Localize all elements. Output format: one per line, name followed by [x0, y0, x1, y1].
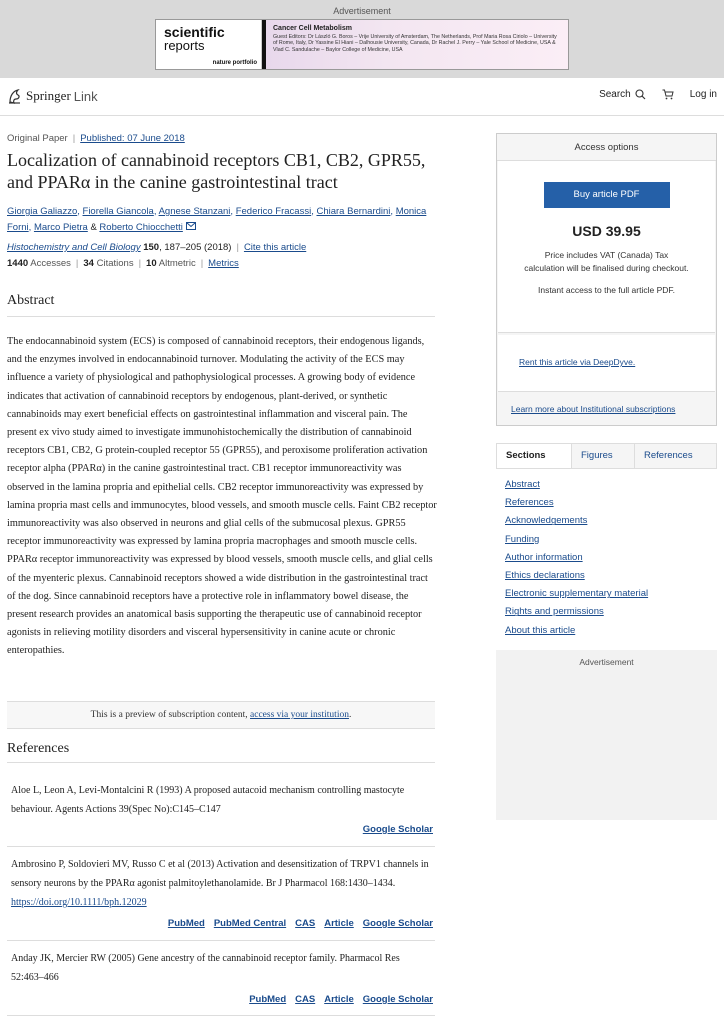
author-link[interactable]: Agnese Stanzani [158, 206, 231, 217]
ad-content [266, 20, 568, 69]
search-icon [635, 89, 646, 100]
journal-link[interactable]: Histochemistry and Cell Biology [7, 242, 141, 253]
reference-text: Aloe L, Leon A, Levi-Montalcini R (1993) A proposed autacoid mechanism controlling mastocyte behaviour. Agents Actions 39(Spec No):C145–C147 [11, 785, 405, 815]
cas-link[interactable]: CAS [295, 918, 316, 929]
section-link[interactable]: Acknowledgements [505, 515, 588, 527]
ad-brand-line2: reports [164, 38, 205, 53]
section-link[interactable]: Ethics declarations [505, 570, 585, 582]
preview-notice [7, 701, 435, 729]
accesses-label: Accesses [30, 258, 71, 269]
divider [7, 762, 435, 763]
author-link[interactable]: Roberto Chiocchetti [99, 222, 183, 233]
site-header [0, 78, 724, 116]
ad-text: Guest Editors: Dr László G. Boros – Vrije University of Amsterdam, The Netherlands, Prof Maria Rosa Ciriolo – University of Rome, Italy, Dr Yassine El Hiani – Dalhousie University, Canada, Dr Rachel J. Perry – Yale School of Medicine, USA & Vlad C. Sandulache – Baylor College of Medicine, USA [273, 34, 557, 53]
ad-label: Advertisement [333, 6, 391, 16]
abstract-text: The endocannabinoid system (ECS) is composed of cannabinoid receptors, their endogenous ligands, and the enzymes involved in endocannabinoid turnover. Modulating the activity of the ECS may influence a variety of physiological and pathophysiological processes. A growing body of evidence indicates that activation of cannabinoid receptors by endogenous, plant-derived, or synthetic cannabinoids may exert beneficial effects on gastrointestinal inflammation and visceral pain. The present ex vivo study aimed to investigate immunohistochemically the distribution of cannabinoid receptors CB1, CB2, G protein-coupled receptor 55 (GPR55), and peroxisome proliferation activation receptor alpha (PPARα) in the canine gastrointestinal tract. CB1 receptor immunoreactivity was observed in the lamina propria and epithelial cells. CB2 receptor immunoreactivity was expressed by lamina propria mast cells and immunocytes, blood vessels, and smooth muscle cells. Faint CB2 receptor immunoreactivity was also observed in neurons and glial cells of the submucosal plexus. GPR55 receptor immunoreactivity was expressed by lamina propria macrophages and smooth muscle cells. PPARα receptor immunoreactivity was expressed by blood vessels, smooth muscle cells, and glial cells of the myenteric plexus. Cannabinoid receptors showed a wide distribution in the gastrointestinal tract of the dog. Since cannabinoid receptors have a protective role in inflammatory bowel disease, the present research provides an anatomical basis supporting the therapeutic use of cannabinoid receptor agonists in relieving motility disorders and visceral hypersensitivity in canine acute or chronic enteropathies. [7, 336, 437, 657]
article-type: Original Paper [7, 133, 68, 144]
reference-item [7, 781, 435, 819]
tab-sections[interactable]: Sections [497, 444, 572, 468]
google-scholar-link[interactable]: Google Scholar [362, 994, 433, 1005]
divider [7, 316, 435, 317]
doi-link[interactable]: https://doi.org/10.1111/bph.12029 [11, 897, 147, 908]
logo-springer-text: Springer [26, 88, 71, 103]
cite-article-link[interactable]: Cite this article [243, 242, 307, 253]
article-title: Localization of cannabinoid receptors CB1, CB2, GPR55, and PPARα in the canine gastrointestinal tract [7, 150, 426, 192]
login-link[interactable]: Log in [689, 89, 717, 100]
pubmed-link[interactable]: PubMed [167, 918, 205, 929]
sidebar-advertisement [496, 650, 717, 820]
reference-item [7, 855, 435, 912]
logo-link-text: Link [73, 88, 98, 104]
journal-volume: 150 [143, 242, 160, 253]
metrics-link[interactable]: Metrics [208, 258, 239, 269]
pubmed-link[interactable]: PubMed [249, 994, 287, 1005]
section-link[interactable]: About this article [505, 624, 576, 636]
altmetric-count: 10 [146, 258, 157, 269]
altmetric-label: Altmetric [158, 258, 196, 269]
article-link[interactable]: Article [324, 918, 354, 929]
search-label: Search [599, 89, 631, 100]
reference-item [7, 949, 435, 987]
ad-title: Cancer Cell Metabolism [273, 25, 352, 32]
buy-box [498, 161, 715, 333]
abstract-heading: Abstract [7, 293, 55, 308]
author-link[interactable]: Monica Forni [7, 206, 427, 233]
ad-label: Advertisement [579, 657, 634, 667]
section-link[interactable]: Abstract [505, 479, 540, 490]
google-scholar-link[interactable]: Google Scholar [362, 918, 433, 929]
cart-icon[interactable] [662, 89, 674, 100]
instant-access-note: Instant access to the full article PDF. [537, 285, 675, 295]
author-link[interactable]: Fiorella Giancola [82, 206, 154, 217]
divider [7, 940, 435, 941]
ad-banner[interactable] [155, 19, 569, 70]
institutional-subscriptions-link[interactable]: Learn more about Institutional subscriptions [511, 404, 676, 414]
author-link[interactable]: Federico Fracassi [235, 206, 312, 217]
header-nav [599, 89, 717, 100]
author-link[interactable]: Chiara Bernardini [316, 206, 391, 217]
springer-horse-icon [7, 87, 23, 105]
accesses-count: 1440 [7, 258, 29, 269]
article-meta: Original Paper | Published: 07 June 2018 [7, 133, 185, 144]
section-link[interactable]: Author information [505, 551, 583, 563]
price-note: Price includes VAT (Canada) Tax calculation will be finalised during checkout. [524, 250, 689, 273]
ad-brand-small: nature portfolio [212, 60, 257, 66]
article-main [7, 133, 437, 1005]
springer-link-logo[interactable] [7, 87, 98, 105]
reference-text: Anday JK, Mercier RW (2005) Gene ancestry of the cannabinoid receptor family. Pharmacol Res 52:463–466 [11, 953, 400, 983]
search-button[interactable] [599, 89, 646, 100]
access-heading: Access options [497, 134, 716, 161]
institution-access-link[interactable]: access via your institution [250, 710, 349, 720]
citations-label: Citations [96, 258, 134, 269]
section-link[interactable]: Funding [505, 533, 540, 545]
sections-list [496, 476, 717, 640]
reference-links [363, 824, 433, 835]
reference-links [249, 994, 433, 1005]
price: USD 39.95 [572, 223, 641, 239]
top-advertisement [0, 0, 724, 78]
buy-pdf-button[interactable]: Buy article PDF [544, 182, 670, 208]
preview-end: . [348, 710, 352, 720]
citations-count: 34 [83, 258, 94, 269]
reference-text: Ambrosino P, Soldovieri MV, Russo C et al (2013) Activation and desensitization of TRPV1 channels in sensory neurons by the PPARα agonist palmitoylethanolamide. Br J Pharmacol 168:1430–1434. [11, 859, 429, 889]
section-link[interactable]: Electronic supplementary material [505, 588, 649, 600]
divider [7, 846, 435, 847]
section-link[interactable]: Rights and permissions [505, 606, 604, 618]
access-options-panel [496, 133, 717, 426]
google-scholar-link[interactable]: Google Scholar [362, 824, 433, 835]
article-link[interactable]: Article [324, 994, 354, 1005]
section-link[interactable]: References [505, 497, 554, 509]
ad-brand-line1: scientific [164, 24, 225, 40]
pubmed-central-link[interactable]: PubMed Central [213, 918, 287, 929]
sidebar-tabs [496, 443, 717, 469]
published-date[interactable]: Published: 07 June 2018 [80, 133, 185, 144]
tab-references[interactable]: References [635, 444, 716, 468]
reference-links [168, 918, 433, 929]
author-link[interactable]: Giorgia Galiazzo [7, 206, 78, 217]
deepdyve-link[interactable]: Rent this article via DeepDyve. [519, 357, 636, 367]
article-metrics: 1440 Accesses | 34 Citations | 10 Altmetric | Metrics [7, 258, 239, 269]
email-icon[interactable] [186, 222, 196, 230]
preview-text: This is a preview of subscription content, [90, 710, 251, 720]
author-link[interactable]: Marco Pietra [33, 222, 88, 233]
references-heading: References [7, 741, 70, 756]
divider [7, 1015, 435, 1016]
author-list: Giorgia Galiazzo, Fiorella Giancola, Agnese Stanzani, Federico Fracassi, Chiara Bernardini, Monica Forni, Marco Pietra & Roberto Chiocchetti [7, 206, 427, 233]
ad-brand [156, 20, 262, 69]
journal-info: Histochemistry and Cell Biology 150, 187–205 (2018) | Cite this article [7, 242, 307, 253]
journal-pages: , 187–205 (2018) [159, 242, 232, 253]
tab-figures[interactable]: Figures [572, 444, 635, 468]
cas-link[interactable]: CAS [295, 994, 316, 1005]
